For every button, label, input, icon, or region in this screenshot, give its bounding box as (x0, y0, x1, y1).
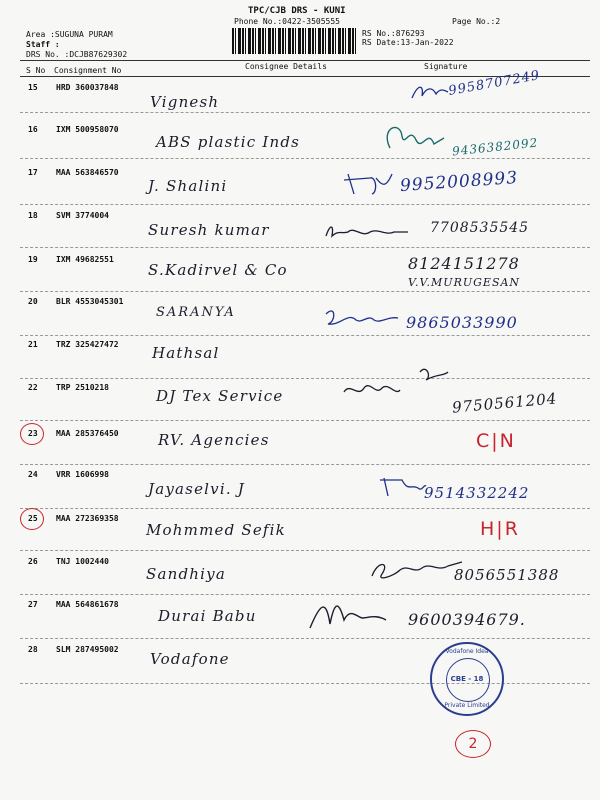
signature-mark (340, 166, 400, 200)
row-divider (20, 683, 590, 684)
row-sno: 23 (28, 429, 38, 438)
row-phone: 9952008993 (399, 167, 519, 197)
row-consignment: SVM 3774004 (56, 211, 109, 220)
page-number: Page No.:2 (452, 17, 501, 26)
col-signature: Signature (424, 62, 468, 71)
row-sno: 18 (28, 211, 38, 220)
stamp-text-bottom: Private Limited (444, 702, 490, 709)
row-divider (20, 550, 590, 551)
row-consignee-name: Vodafone (150, 650, 230, 668)
signature-mark (322, 220, 412, 242)
row-consignment: TRZ 325427472 (56, 340, 119, 349)
row-divider (20, 594, 590, 595)
row-consignee-name: Mohmmed Sefik (146, 521, 286, 539)
row-phone: 9958707249 (447, 68, 542, 99)
row-consignee-name: Jayaselvi. J (148, 480, 245, 498)
row-consignment: BLR 4553045301 (56, 297, 124, 306)
row-consignment: TRP 2510218 (56, 383, 109, 392)
row-phone: 9436382092 (451, 135, 539, 159)
row-consignment: IXM 500958070 (56, 125, 119, 134)
row-consignment: TNJ 1002440 (56, 557, 109, 566)
row-consignee-name: SARANYA (156, 305, 236, 320)
signature-mark (306, 594, 396, 634)
row-consignee-name: Suresh kumar (148, 221, 270, 239)
row-sno: 19 (28, 255, 38, 264)
row-divider (20, 247, 590, 248)
row-divider (20, 420, 590, 421)
row-sno: 27 (28, 600, 38, 609)
row-phone: 9514332242 (424, 484, 530, 502)
row-divider (20, 291, 590, 292)
header-rule-top (20, 60, 590, 61)
row-sno: 16 (28, 125, 38, 134)
row-consignee-name: Hathsal (152, 344, 220, 362)
page-mark: 2 (455, 730, 491, 758)
stamp-text-top: Vodafone Idea (445, 648, 489, 655)
row-sno: 26 (28, 557, 38, 566)
row-phone: 9750561204 (451, 389, 559, 417)
staff-label: Staff : (26, 40, 60, 49)
row-status-mark: C|N (476, 430, 516, 452)
stamp-text-center: CBE - 18 (450, 675, 484, 683)
col-consignee: Consignee Details (245, 62, 327, 71)
row-consignee-name: DJ Tex Service (156, 387, 284, 405)
row-phone: 8056551388 (454, 566, 560, 584)
row-divider (20, 638, 590, 639)
signature-mark (368, 556, 468, 586)
row-sno: 24 (28, 470, 38, 479)
row-sno: 25 (28, 514, 38, 523)
row-consignment: HRD 360037848 (56, 83, 119, 92)
row-consignee-name: J. Shalini (148, 177, 228, 195)
row-phone: 8124151278 (408, 254, 520, 273)
row-sno: 21 (28, 340, 38, 349)
row-phone: 9600394679. (408, 610, 526, 629)
row-consignment: VRR 1606998 (56, 470, 109, 479)
row-consignee-name: RV. Agencies (158, 431, 270, 449)
signature-mark (410, 80, 450, 102)
row-divider (20, 335, 590, 336)
row-divider (20, 204, 590, 205)
row-consignment: SLM 287495002 (56, 645, 119, 654)
rs-date: RS Date:13-Jan-2022 (362, 38, 454, 47)
row-consignee-name: Vignesh (150, 93, 220, 111)
row-phone: 9865033990 (406, 313, 518, 332)
signature-mark (340, 362, 450, 406)
signature-mark (378, 474, 428, 500)
row-consignee-name: ABS plastic Inds (156, 133, 301, 151)
signature-mark (370, 118, 450, 162)
row-sno: 28 (28, 645, 38, 654)
row-consignment: IXM 49682551 (56, 255, 114, 264)
area-label: Area :SUGUNA PURAM (26, 30, 113, 39)
row-divider (20, 464, 590, 465)
row-sno: 22 (28, 383, 38, 392)
phone-number: Phone No.:0422-3505555 (234, 17, 340, 26)
row-phone: 7708535545 (430, 220, 530, 236)
col-sno: S No (26, 66, 46, 75)
row-consignment: MAA 272369358 (56, 514, 119, 523)
row-sno: 15 (28, 83, 38, 92)
row-divider (20, 158, 590, 159)
row-divider (20, 378, 590, 379)
row-divider (20, 112, 590, 113)
row-status-mark: H|R (480, 518, 520, 540)
row-consignment: MAA 564861678 (56, 600, 119, 609)
row-consignee-name: S.Kadirvel & Co (148, 261, 288, 279)
row-receiver-name: V.V.MURUGESAN (408, 276, 521, 289)
row-consignee-name: Sandhiya (146, 565, 226, 583)
rs-number: RS No.:876293 (362, 29, 425, 38)
row-consignee-name: Durai Babu (158, 607, 257, 625)
signature-mark (322, 304, 402, 330)
row-sno: 20 (28, 297, 38, 306)
row-consignment: MAA 563846570 (56, 168, 119, 177)
row-sno: 17 (28, 168, 38, 177)
row-divider (20, 508, 590, 509)
col-consignment: Consignment No (54, 66, 122, 75)
drs-number: DRS No. :DCJB87629302 (26, 50, 128, 59)
drs-title: TPC/CJB DRS - KUNI (248, 6, 346, 16)
barcode (232, 28, 356, 54)
row-consignment: MAA 285376450 (56, 429, 119, 438)
company-stamp (430, 642, 504, 716)
